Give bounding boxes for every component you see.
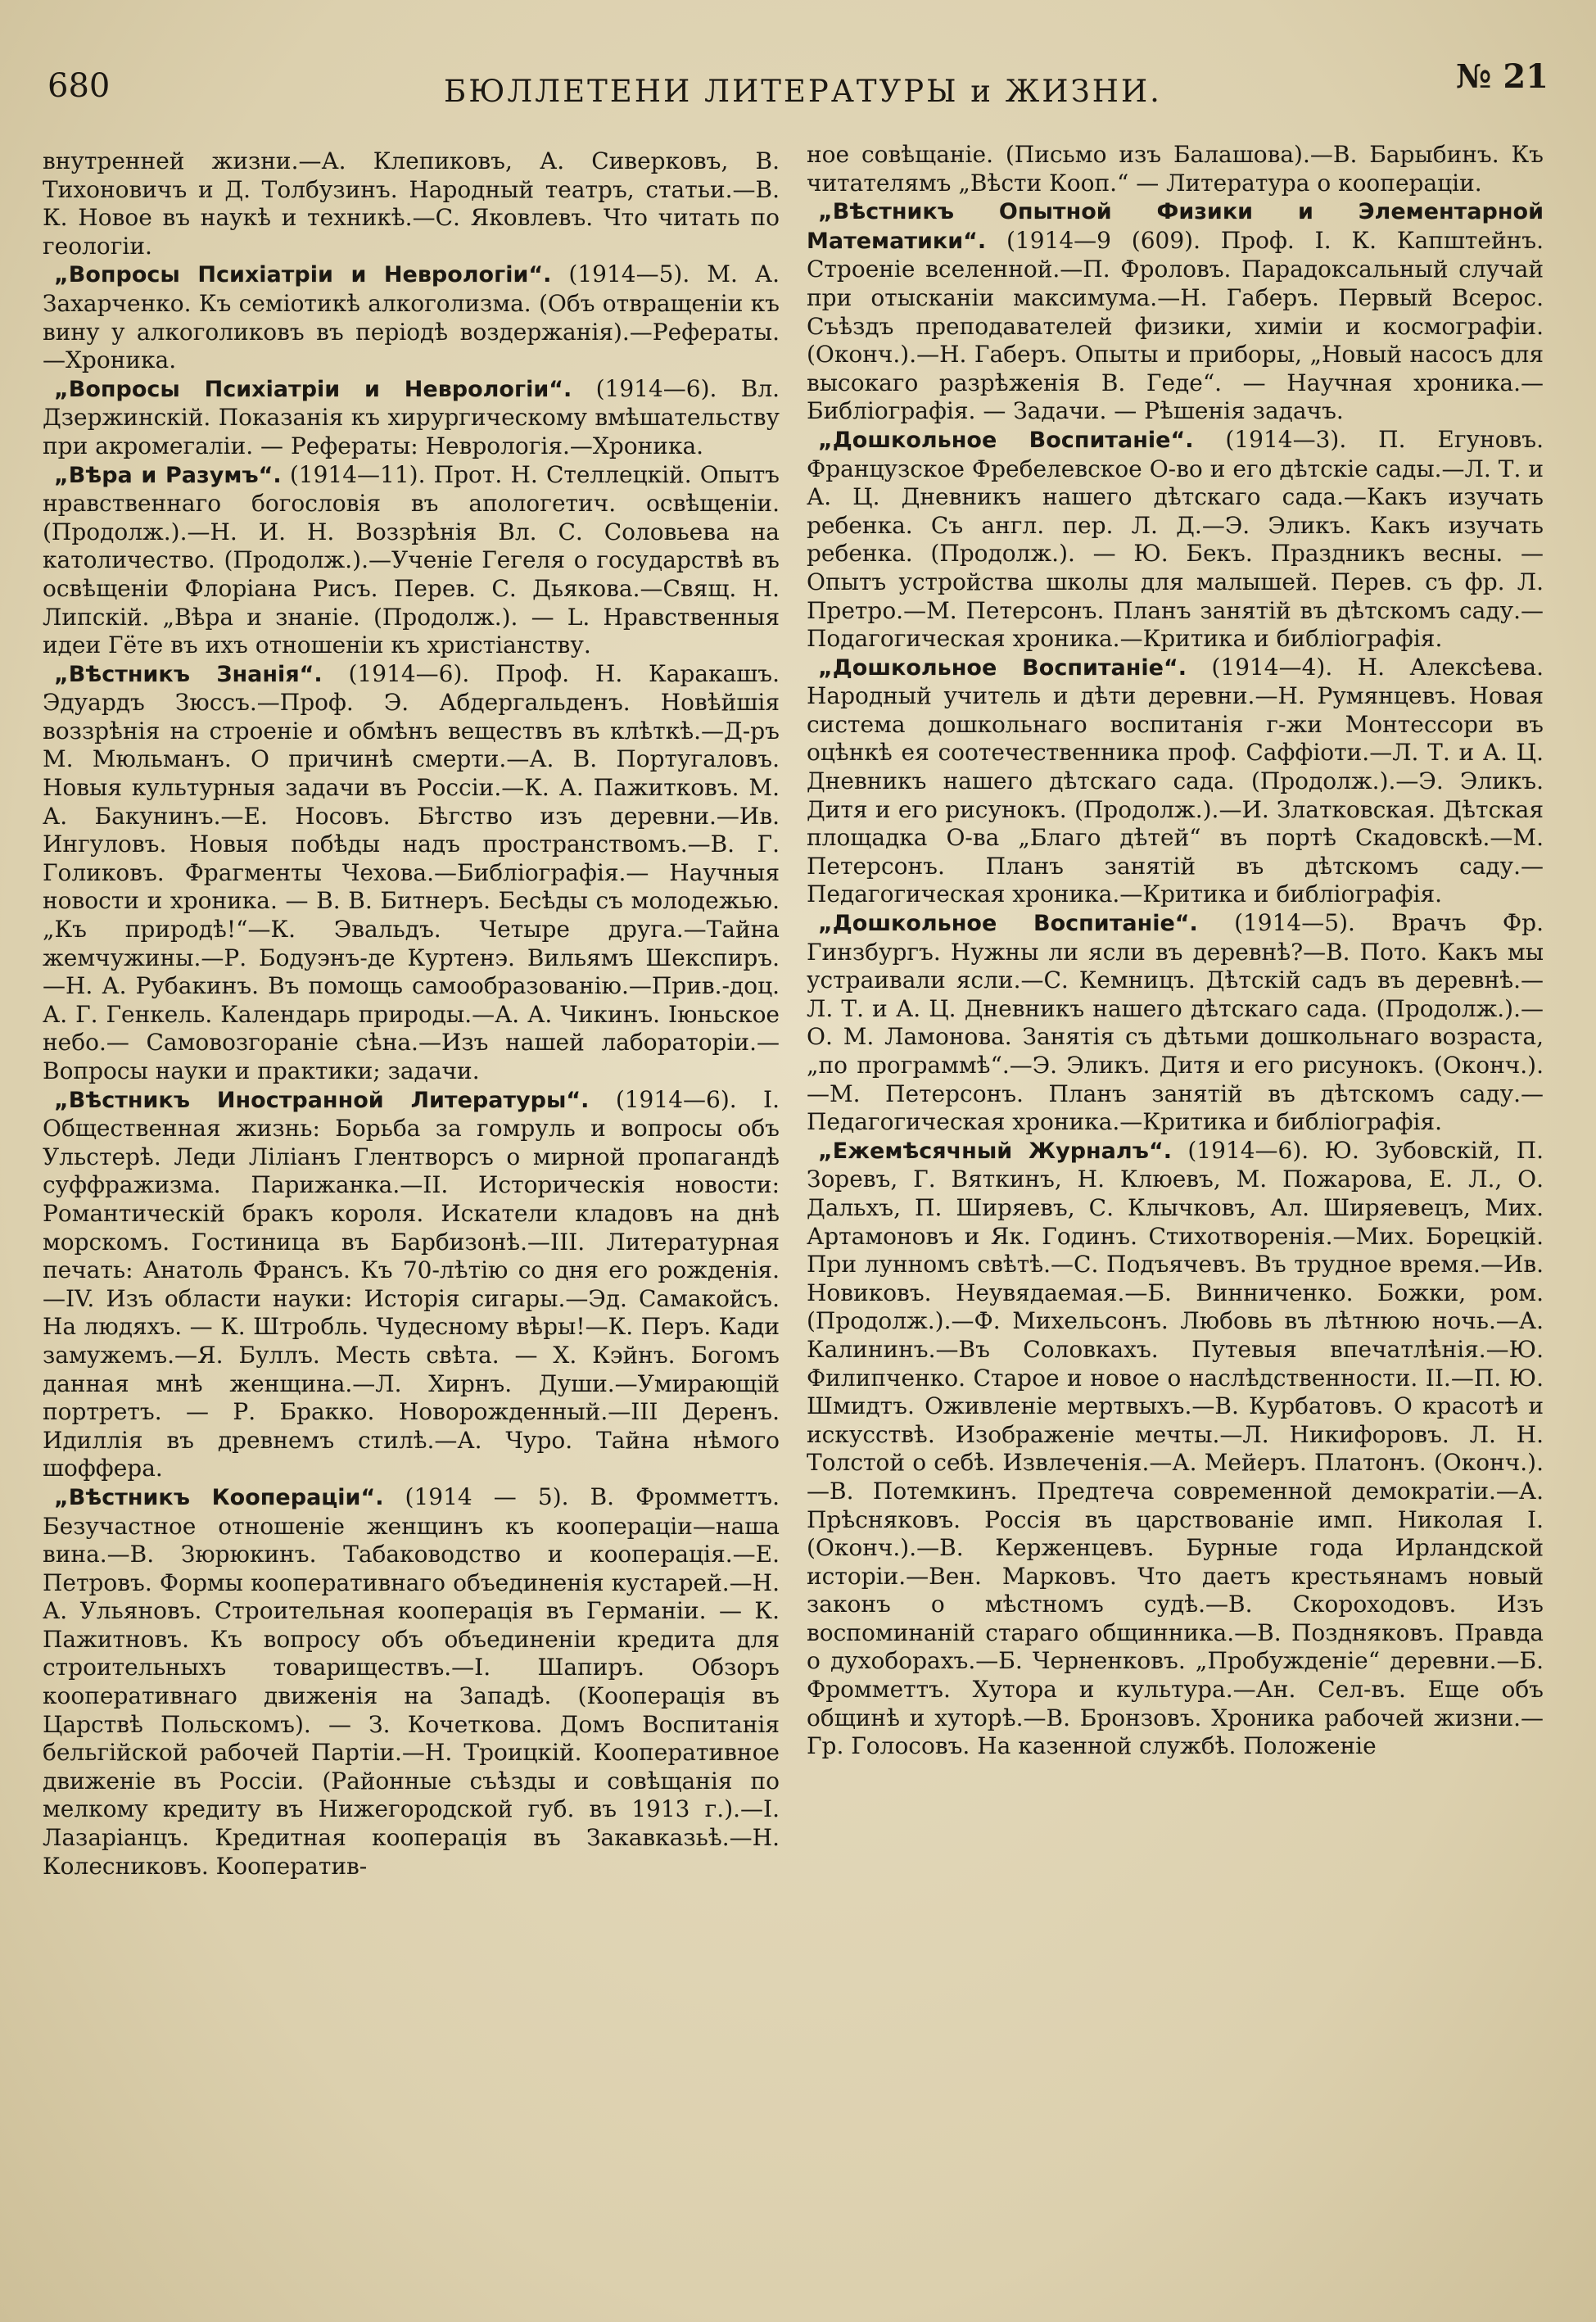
entry-title: „Вопросы Психіатріи и Неврологіи“.	[54, 262, 552, 288]
entry-text: (1914—4). Н. Алексѣева. Народный учитель и дѣти деревни.—Н. Румянцевъ. Новая система дошкольнаго воспитанія г-жи Монтессори въ оцѣнкѣ ея соотечественника проф. Саффіоти.—Л. Т. и А. Ц. Дневникъ нашего дѣтскаго сада. (Продолж.).—Э. Эликъ. Дитя и его рисунокъ. (Продолж.).—И. Златковская. Дѣтская площадка О-ва „Благо дѣтей“ въ портѣ Скадовскѣ.—М. Петерсонъ. Планъ занятій въ дѣтскомъ саду.—Педагогическая хроника.—Критика и библіографія.	[807, 653, 1544, 908]
entry-title: „Ежемѣсячный Журналъ“.	[818, 1138, 1172, 1164]
continued-entry: ное совѣщаніе. (Письмо изъ Балашова).—В. Барыбинъ. Къ читателямъ „Вѣсти Кооп.“ — Литература о кооперацiи.	[807, 141, 1544, 197]
bibliography-entry	[807, 1137, 1544, 1761]
right-column	[807, 141, 1544, 2291]
page-header	[43, 57, 1553, 123]
entry-title: „Дошкольное Воспитаніе“.	[818, 427, 1194, 453]
entry-title: „Дошкольное Воспитаніе“.	[818, 654, 1187, 681]
entry-text: (1914—5). М. А. Захарченко. Къ семіотикѣ алкоголизма. (Объ отвращеніи къ вину у алкоголиковъ въ періодѣ воздержанія).—Рефераты.—Хроника.	[43, 260, 780, 374]
running-title: БЮЛЛЕТЕНИ ЛИТЕРАТУРЫ и ЖИЗНИ.	[444, 74, 1162, 109]
bibliography-entry	[43, 260, 780, 374]
bibliography-entry	[807, 197, 1544, 426]
entry-title: „Вѣстникъ Знанія“.	[54, 661, 323, 687]
bibliography-entry	[807, 909, 1544, 1137]
bibliography-entry	[807, 426, 1544, 654]
entry-title: „Вѣстникъ Опытной Физики и Элементарной Математики“.	[807, 199, 1544, 254]
continued-entry: внутренней жизни.—А. Клепиковъ, А. Сиверковъ, В. Тихоновичъ и Д. Толбузинъ. Народный театръ, статьи.—В. К. Новое въ наукѣ и техникѣ.—С. Яковлевъ. Что читать по геологіи.	[43, 147, 780, 260]
entry-title: „Вопросы Психіатріи и Неврологіи“.	[54, 376, 572, 402]
bibliography-entry	[807, 654, 1544, 909]
left-column	[43, 147, 780, 2297]
entry-text: (1914—11). Прот. Н. Стеллецкій. Опытъ нравственнаго богословія въ апологетич. освѣщеніи. (Продолж.).—Н. И. Н. Воззрѣнія Вл. С. Соловьева на католичество. (Продолж.).—Ученіе Гегеля о государствѣ въ освѣщеніи Флоріана Рисъ. Перев. С. Дьякова.—Свящ. Н. Липскій. „Вѣра и знаніе. (Продолж.). — L. Нравственныя идеи Гёте въ ихъ отношеніи къ христіанству.	[43, 460, 780, 659]
bibliography-entry	[43, 461, 780, 660]
entry-title: „Вѣстникъ Кооперацiи“.	[54, 1484, 384, 1510]
entry-text: (1914—3). П. Егуновъ. Французское Фребелевское О-во и его дѣтскіе сады.—Л. Т. и А. Ц. Дневникъ нашего дѣтскаго сада.—Какъ изучать ребенка. Съ англ. пер. Л. Д.—Э. Эликъ. Какъ изучать ребенка. (Продолж.). — Ю. Бекъ. Праздникъ весны. — Опытъ устройства школы для малышей. Перев. съ фр. Л. Претро.—М. Петерсонъ. Планъ занятій въ дѣтскомъ саду.—Подагогическая хроника.—Критика и библіографія.	[807, 425, 1544, 653]
bibliography-entry	[43, 1086, 780, 1483]
bibliography-entry	[43, 660, 780, 1086]
entry-title: „Вѣра и Разумъ“.	[54, 462, 282, 488]
bibliography-entry	[43, 375, 780, 461]
bibliography-entry	[43, 1483, 780, 1881]
entry-text: (1914—6). I. Общественная жизнь: Борьба за гомруль и вопросы объ Ульстерѣ. Леди Ліліанъ Глентворсъ о мирной пропагандѣ суффражизма. Парижанка.—II. Историческія новости: Романтическій бракъ короля. Искатели кладовъ на днѣ морскомъ. Гостиница въ Барбизонѣ.—III. Литературная печать: Анатоль Франсъ. Къ 70-лѣтію со дня его рожденія.—IV. Изъ области науки: Исторія сигары.—Эд. Самакойсъ. На людяхъ. — К. Штробль. Чудесному вѣры!—К. Перъ. Кади замужемъ.—Я. Буллъ. Месть свѣта. — Х. Кэйнъ. Богомъ данная мнѣ женщина.—Л. Хирнъ. Души.—Умирающій портретъ. — Р. Бракко. Новорожденный.—III Деренъ. Идиллія въ древнемъ стилѣ.—А. Чуро. Тайна нѣмого шоффера.	[43, 1085, 780, 1482]
entry-text: (1914 — 5). В. Фромметтъ. Безучастное отношеніе женщинъ къ кооперацiи—наша вина.—В. Зюрюкинъ. Табаководство и кооперація.—Е. Петровъ. Формы кооперативнаго объединенія кустарей.—Н. А. Ульяновъ. Строительная кооперація въ Германіи. — К. Пажитновъ. Къ вопросу объ объединеніи кредита для строительныхъ товариществъ.—I. Шапиръ. Обзоръ кооперативнаго движенія на Западѣ. (Кооперація въ Царствѣ Польскомъ). — З. Кочеткова. Домъ Воспитанія бельгійской рабочей Партіи.—Н. Троицкій. Кооперативное движеніе въ Россіи. (Районные съѣзды и совѣщанія по мелкому кредиту въ Нижегородской губ. въ 1913 г.).—I. Лазаріанцъ. Кредитная кооперація въ Закавказьѣ.—Н. Колесниковъ. Кооператив-	[43, 1482, 780, 1880]
entry-text: (1914—6). Ю. Зубовскій, П. Зоревъ, Г. Вяткинъ, Н. Клюевъ, М. Пожарова, Е. Л., О. Дальхъ, П. Ширяевъ, С. Клычковъ, Ал. Ширяевецъ, Мих. Артамоновъ и Як. Годинъ. Стихотворенія.—Мих. Борецкій. При лунномъ свѣтѣ.—С. Подъячевъ. Въ трудное время.—Ив. Новиковъ. Неувядаемая.—Б. Винниченко. Божки, ром. (Продолж.).—Ф. Михельсонъ. Любовь въ лѣтнюю ночь.—А. Калининъ.—Въ Соловкахъ. Путевыя впечатлѣнія.—Ю. Филипченко. Старое и новое о наслѣдственности. II.—П. Ю. Шмидтъ. Оживленіе мертвыхъ.—В. Курбатовъ. О красотѣ и искусствѣ. Изображеніе мечты.—Л. Никифоровъ. Л. Н. Толстой о себѣ. Извлеченія.—А. Мейеръ. Платонъ. (Оконч.).—В. Потемкинъ. Предтеча современной демократіи.—А. Прѣсняковъ. Россія въ царствованіе имп. Николая I. (Оконч.).—В. Керженцевъ. Бурные года Ирландской исторіи.—Вен. Марковъ. Что даетъ крестьянамъ новый законъ о мѣстномъ судѣ.—В. Скороходовъ. Изъ воспоминаній стараго общинника.—В. Поздняковъ. Правда о духоборахъ.—Б. Черненковъ. „Пробужденіе“ деревни.—Б. Фромметтъ. Хутора и культура.—Ан. Сел-въ. Еще объ общинѣ и хуторѣ.—В. Бронзовъ. Хроника рабочей жизни.—Гр. Голосовъ. На казенной службѣ. Положеніе	[807, 1136, 1544, 1760]
entry-title: „Дошкольное Воспитаніе“.	[818, 911, 1198, 937]
entry-text: (1914—9 (609). Проф. I. К. Капштейнъ. Строеніе вселенной.—П. Фроловъ. Парадоксальный случай при отысканіи максимума.—Н. Габеръ. Первый Всерос. Съѣздъ преподавателей физики, химіи и космографіи. (Оконч.).—Н. Габеръ. Опыты и приборы, „Новый насосъ для высокаго разрѣженія В. Геде“. — Научная хроника.—Библіографія. — Задачи. — Рѣшенія задачъ.	[807, 226, 1544, 425]
entry-text: (1914—6). Проф. Н. Каракашъ. Эдуардъ Зюссъ.—Проф. Э. Абдергальденъ. Новѣйшія воззрѣнія на строеніе и обмѣнъ веществъ въ клѣткѣ.—Д-ръ М. Мюльманъ. О причинѣ смерти.—А. В. Португаловъ. Новыя культурныя задачи въ Россіи.—К. А. Пажитковъ. М. А. Бакунинъ.—Е. Носовъ. Бѣгство изъ деревни.—Ив. Ингуловъ. Новыя побѣды надъ пространствомъ.—В. Г. Голиковъ. Фрагменты Чехова.—Библіографія.— Научныя новости и хроника. — В. В. Битнеръ. Бесѣды съ молодежью. „Къ природѣ!“—К. Эвальдъ. Четыре друга.—Тайна жемчужины.—Р. Бодуэнъ-де Куртенэ. Вильямъ Шекспиръ.—Н. А. Рубакинъ. Въ помощь самообразованію.—Прив.-доц. А. Г. Генкель. Календарь природы.—А. А. Чикинъ. Іюньское небо.— Самовозгораніе сѣна.—Изъ нашей лабораторіи.—Вопросы науки и практики; задачи.	[43, 659, 780, 1084]
issue-number: № 21	[1455, 57, 1549, 96]
entry-text: (1914—6). Вл. Дзержинскій. Показанія къ хирургическому вмѣшательству при акромегаліи. — Рефераты: Неврологія.—Хроника.	[43, 374, 780, 459]
page-number: 680	[47, 67, 111, 105]
entry-text: (1914—5). Врачъ Фр. Гинзбургъ. Нужны ли ясли въ деревнѣ?—В. Пото. Какъ мы устраивали ясли.—С. Кемницъ. Дѣтскій садъ въ деревнѣ.—Л. Т. и А. Ц. Дневникъ нашего дѣтскаго сада. (Продолж.).—О. М. Ламонова. Занятія съ дѣтьми дошкольнаго возраста, „по программѣ“.—Э. Эликъ. Дитя и его рисунокъ. (Оконч.).—М. Петерсонъ. Планъ занятій въ дѣтскомъ саду.—Педагогическая хроника.—Критика и библіографія.	[807, 909, 1544, 1136]
entry-title: „Вѣстникъ Иностранной Литературы“.	[54, 1087, 590, 1113]
